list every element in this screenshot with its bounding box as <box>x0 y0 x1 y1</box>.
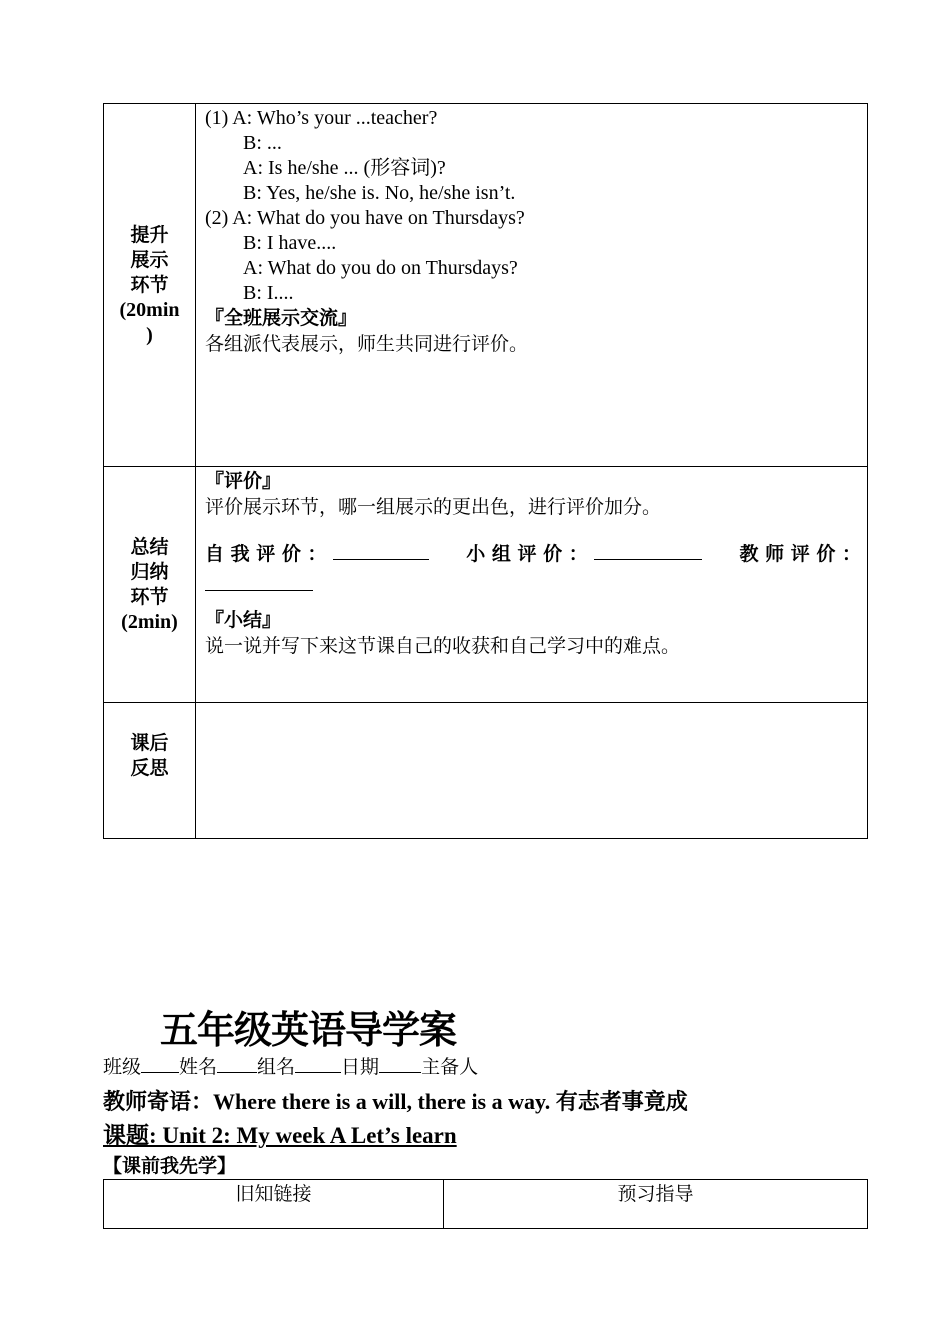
date-label: 日期 <box>341 1056 380 1078</box>
section-heading: 『小结』 <box>205 609 282 631</box>
dialogue-line: B: Yes, he/she is. No, he/she isn’t. <box>243 182 516 204</box>
row-label <box>104 467 196 703</box>
label-line: 总结 <box>130 535 169 558</box>
label-time: ) <box>146 323 153 346</box>
name-label: 姓名 <box>179 1056 218 1078</box>
class-blank[interactable] <box>141 1054 179 1073</box>
section-heading: 『全班展示交流』 <box>205 307 358 329</box>
dialogue-line: B: I.... <box>243 282 294 304</box>
prior-knowledge-header: 旧知链接 <box>104 1180 444 1229</box>
label-line: 提升 <box>130 223 169 246</box>
row-content <box>196 467 868 703</box>
group-label: 组名 <box>257 1056 296 1078</box>
teacher-eval-label: 教 师 评 价 ： <box>739 543 861 565</box>
group-eval-label: 小 组 评 价 ： <box>466 543 588 565</box>
section-heading-preview: 【课前我先学】 <box>103 1155 237 1177</box>
label-line: 反思 <box>130 757 169 779</box>
preparer-label: 主备人 <box>421 1056 479 1078</box>
row-presentation <box>104 104 868 467</box>
lesson-topic: 课题: Unit 2: My week A Let’s learn <box>103 1123 457 1148</box>
date-blank[interactable] <box>379 1054 421 1073</box>
dialogue-line: B: I have.... <box>243 232 337 254</box>
row-content <box>196 104 868 467</box>
section-text: 各组派代表展示，师生共同进行评价。 <box>205 333 529 355</box>
preview-guide-header: 预习指导 <box>444 1180 868 1229</box>
teacher-motto: 教师寄语：Where there is a will, there is a way. 有志者事竟成 <box>103 1089 688 1114</box>
dialogue-line: (2) A: What do you have on Thursdays? <box>205 207 525 229</box>
label-line: 环节 <box>130 585 169 608</box>
section-text: 说一说并写下来这节课自己的收获和自己学习中的难点。 <box>205 635 681 657</box>
lesson-table <box>103 103 868 839</box>
name-blank[interactable] <box>217 1054 257 1073</box>
self-eval-label: 自 我 评 价 ： <box>205 543 327 565</box>
dialogue-line: (1) A: Who’s your ...teacher? <box>205 107 438 129</box>
row-label <box>104 104 196 467</box>
row-label <box>104 703 196 839</box>
section-text: 评价展示环节，哪一组展示的更出色，进行评价加分。 <box>205 496 662 518</box>
student-info <box>103 1054 478 1080</box>
label-line: 环节 <box>130 273 169 296</box>
reflection-area[interactable] <box>196 703 868 839</box>
label-line: 课后 <box>130 732 169 754</box>
label-time: (20min <box>119 298 180 321</box>
self-eval-blank[interactable] <box>333 539 429 560</box>
page-title: 五年级英语导学案 <box>160 1008 457 1052</box>
label-line: 展示 <box>130 248 169 271</box>
row-reflection <box>104 703 868 839</box>
group-blank[interactable] <box>295 1054 341 1073</box>
label-line: 归纳 <box>130 560 169 583</box>
dialogue-line: A: Is he/she ... (形容词)? <box>243 157 446 179</box>
row-summary <box>104 467 868 703</box>
dialogue-line: A: What do you do on Thursdays? <box>243 257 518 279</box>
group-eval-blank[interactable] <box>594 539 702 560</box>
label-time: (2min) <box>121 610 178 633</box>
preview-header-row <box>104 1180 868 1229</box>
teacher-eval-blank[interactable] <box>205 570 313 591</box>
preview-table <box>103 1179 868 1229</box>
evaluation-line <box>205 538 861 570</box>
class-label: 班级 <box>103 1056 142 1078</box>
dialogue-line: B: ... <box>243 132 282 154</box>
section-heading: 『评价』 <box>205 470 282 492</box>
